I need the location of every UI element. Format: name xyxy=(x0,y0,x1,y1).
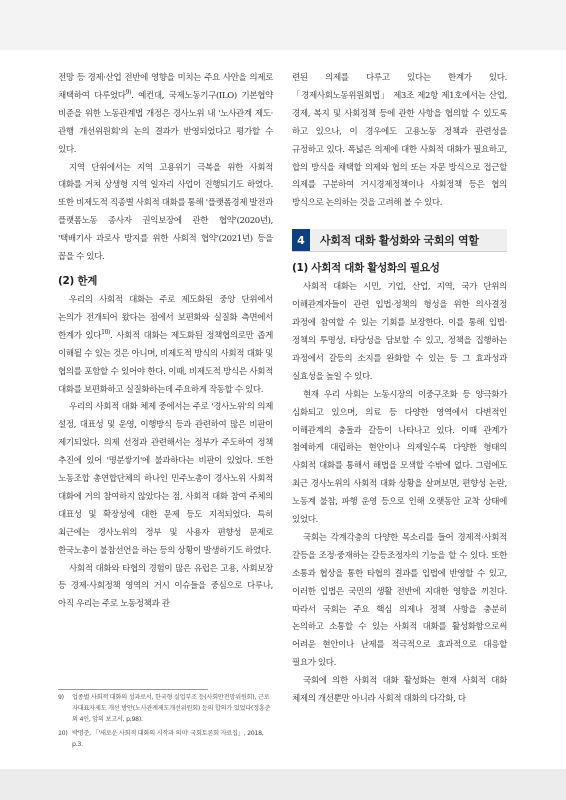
page-footer-band xyxy=(0,769,566,800)
section-heading xyxy=(292,229,507,252)
footnote-divider xyxy=(58,689,208,690)
right-column xyxy=(292,70,507,709)
paragraph: 국회는 각계각층의 다양한 목소리를 들어 경제적·사회적 갈등을 조정·중재하는 갈등조정자의 기능을 할 수 있다. 또한 소통과 협상을 통한 타협의 결과를 입법에 반영할 수 있고, 이러한 입법은 국민의 생활 전반에 지대한 영향을 끼친다. 따라서 국회는 주요 핵심 의제나 정책 사항을 충분히 논의하고 소통할 수 있는 사회적 대화를 활성화함으로써 어려운 현안이나 난제를 적극적으로 효과적으로 대응할 필요가 있다. xyxy=(292,532,507,669)
paragraph: 지역 단위에서는 지역 고용위기 극복을 위한 사회적 대화를 거쳐 상생형 지역 일자리 사업이 진행되기도 하였다. 또한 비제도적 직종별 사회적 대화를 통해 '플랫폼경제 발전과 플랫폼노동 종사자 권익보장에 관한 협약'(2020년), '택배기사 과로사 방지를 위한 사회적 협약'(2021년) 등을 꼽을 수 있다. xyxy=(58,162,273,263)
section-number: 4 xyxy=(292,229,310,251)
footnote-ref[interactable]: 10) xyxy=(101,328,111,336)
subheading-limits: (2) 한계 xyxy=(58,274,98,287)
footnotes xyxy=(58,693,273,755)
footnote-text: 박명준, 「'새로운 사회적 대화의 시작과 의미' 국회토론회 자료집」, 2018, p.3. xyxy=(72,730,264,749)
paragraph: 사회적 대화는 시민, 기업, 산업, 지역, 국가 단위의 이해관계자들이 관련 입법·정책의 형성을 위한 의사결정 과정에 참여할 수 있는 기회를 보장한다. 이를 통해 입법·정책의 투명성, 타당성을 담보할 수 있고, 정책을 집행하는 과정에서 갈등의 소지를 완화할 수 있는 등 그 효과성과 실효성을 높일 수 있다. xyxy=(292,282,507,382)
footnote xyxy=(58,729,273,751)
paragraph: 우리의 사회적 대화는 주로 제도화된 중앙 단위에서 논의가 전개되어 왔다는 점에서 보편화와 실질화 측면에서 한계가 있다$^{10)}$. 사회적 대화는 제도화된 정책협의로만 좁게 이해될 수 있는 것은 아니며, 비제도적 방식의 사회적 대화 및 협의를 포함할 수 있어야 한다. 이때, 비제도적 방식은 사회적 대화를 보편화하고 실질화하는데 주요하게 작동할 수 있다. xyxy=(58,294,273,395)
page-header-band xyxy=(0,0,566,50)
footnote-text: 업종별 사회적 대화의 성과로서, 한국형 실업부조 등(사회안전망위원회), 근로자대표자제도 개선 방안(노사관계제도개선위원회) 등의 합의가 있었다(정흥준 외 4인, 앞의 보고서, p.98). xyxy=(72,694,271,723)
paragraph: 현재 우리 사회는 노동시장의 이중구조화 등 양극화가 심화되고 있으며, 의료 등 다양한 영역에서 다변적인 이해관계의 충돌과 갈등이 나타나고 있다. 이때 관계가 첨예하게 대립하는 현안이나 의제일수록 다양한 형태의 사회적 대화를 통해서 해법을 모색할 수밖에 없다. 그럼에도 최근 경사노위의 사회적 대화 상황을 살펴보면, 편향성 논란, 노동계 불참, 파행 운영 등으로 인해 오랫동안 교착 상태에 있었다. xyxy=(292,389,507,526)
footnote xyxy=(58,693,273,725)
section-title: 사회적 대화 활성화와 국회의 역할 xyxy=(320,234,479,248)
left-column xyxy=(58,70,273,614)
paragraph: 사회적 대화와 타협의 경험이 많은 유럽은 고용, 사회보장 등 경제·사회정책 영역의 거시 이슈들을 중심으로 다루나, 아직 우리는 주로 노동정책과 관 xyxy=(58,563,273,610)
paragraph: 우리의 사회적 대화 체제 중에서는 주로 '경사노위'의 의제 설정, 대표성 및 운영, 이행방식 등과 관련하여 많은 비판이 제기되었다. 의제 선정과 관련해서는 정부가 주도하여 정책 추진에 있어 '명분쌓기'에 불과하다는 비판이 있었다. 또한 노동조합 총연합단체의 하나인 민주노총이 경사노위 사회적 대화에 거의 참여하지 않았다는 점, 사회적 대화 참여 주체의 대표성 및 확장성에 대한 문제 등도 지적되었다. 특히 최근에는 경사노위의 정부 및 사용자 편향성 문제로 한국노총이 불참선언을 하는 등의 상황이 발생하기도 하였다. xyxy=(58,402,273,556)
paragraph: 련된 의제를 다루고 있다는 한계가 있다. 「경제사회노동위원회법」 제3조 제2항 제1호에서는 산업, 경제, 복지 및 사회정책 등에 관한 사항을 협의할 수 있도록 하고 있으나, 이 경우에도 고용노동 정책과 관련성을 규정하고 있다. 폭넓은 의제에 대한 사회적 대화가 필요하고, 합의 방식을 채택할 의제와 협의 또는 자문 방식으로 접근할 의제를 구분하여 거시경제정책이나 사회정책 등은 협의 방식으로 논의하는 것을 고려해 볼 수 있다. xyxy=(292,73,507,209)
paragraph: 국회에 의한 사회적 대화 활성화는 현재 사회적 대화 체제의 개선뿐만 아니라 사회적 대화의 다각화, 다 xyxy=(292,676,507,705)
footnote-number: 10) xyxy=(58,730,68,738)
paragraph: 전망 등 경제·산업 전반에 영향을 미치는 주요 사안을 의제로 채택하여 다루었다$^{9)}$. 예컨대, 국제노동기구(ILO) 기본협약 비준을 위한 노동관계법 개정은 경사노위 내 '노사관계 제도·관행 개선위원회'의 논의 결과가 반영되었다고 평가할 수 있다. xyxy=(58,73,273,155)
subheading-necessity: (1) 사회적 대화 활성화의 필요성 xyxy=(292,262,440,275)
footnote-ref[interactable]: 9) xyxy=(125,89,132,97)
footnote-number: 9) xyxy=(58,694,64,701)
